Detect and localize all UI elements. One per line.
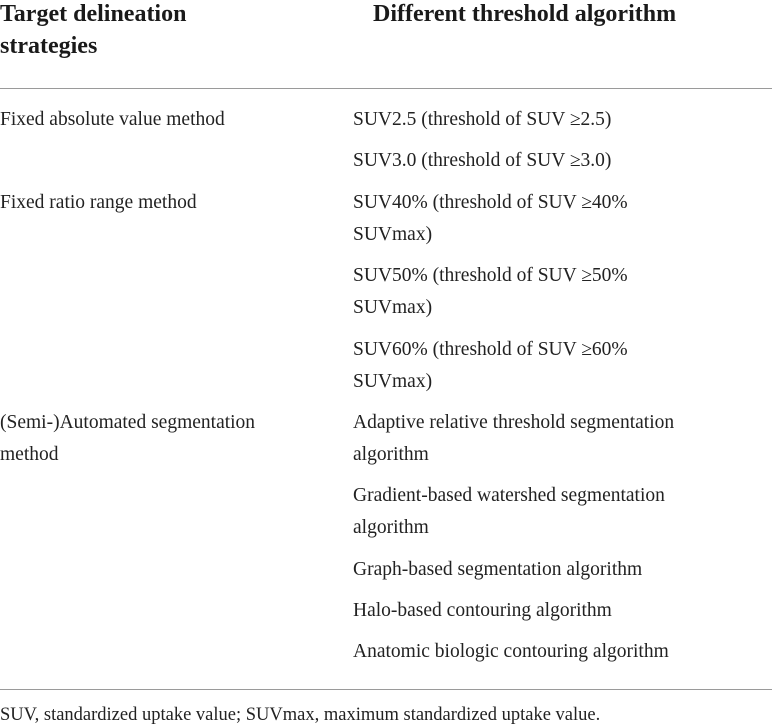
header-rule bbox=[0, 88, 772, 89]
algorithm-cell-continued: algorithm bbox=[353, 444, 429, 465]
algorithm-cell: SUV50% (threshold of SUV ≥50% bbox=[353, 265, 628, 286]
algorithm-cell: SUV40% (threshold of SUV ≥40% bbox=[353, 192, 628, 213]
strategy-label: Fixed absolute value method bbox=[0, 109, 225, 130]
algorithm-cell-continued: algorithm bbox=[353, 517, 429, 538]
algorithm-cell: SUV3.0 (threshold of SUV ≥3.0) bbox=[353, 150, 612, 171]
algorithm-cell: Graph-based segmentation algorithm bbox=[353, 559, 643, 580]
bottom-rule bbox=[0, 689, 772, 690]
header-target-delineation: Target delineation bbox=[0, 1, 187, 27]
algorithm-cell: Gradient-based watershed segmentation bbox=[353, 485, 665, 506]
algorithm-cell: Halo-based contouring algorithm bbox=[353, 600, 612, 621]
table-footnote: SUV, standardized uptake value; SUVmax, maximum standardized uptake value. bbox=[0, 705, 601, 725]
header-threshold-algorithm: Different threshold algorithm bbox=[373, 1, 677, 27]
algorithm-cell-continued: SUVmax) bbox=[353, 297, 433, 318]
algorithm-cell: SUV60% (threshold of SUV ≥60% bbox=[353, 339, 628, 360]
strategy-label: Fixed ratio range method bbox=[0, 192, 197, 213]
algorithm-cell: SUV2.5 (threshold of SUV ≥2.5) bbox=[353, 109, 612, 130]
strategy-label: (Semi-)Automated segmentation bbox=[0, 412, 256, 433]
algorithm-cell: Anatomic biologic contouring algorithm bbox=[353, 641, 669, 662]
algorithm-cell-continued: SUVmax) bbox=[353, 371, 433, 392]
header-strategies: strategies bbox=[0, 33, 98, 59]
algorithm-cell: Adaptive relative threshold segmentation bbox=[353, 412, 675, 433]
algorithm-cell-continued: SUVmax) bbox=[353, 224, 433, 245]
strategy-label-continued: method bbox=[0, 444, 59, 465]
